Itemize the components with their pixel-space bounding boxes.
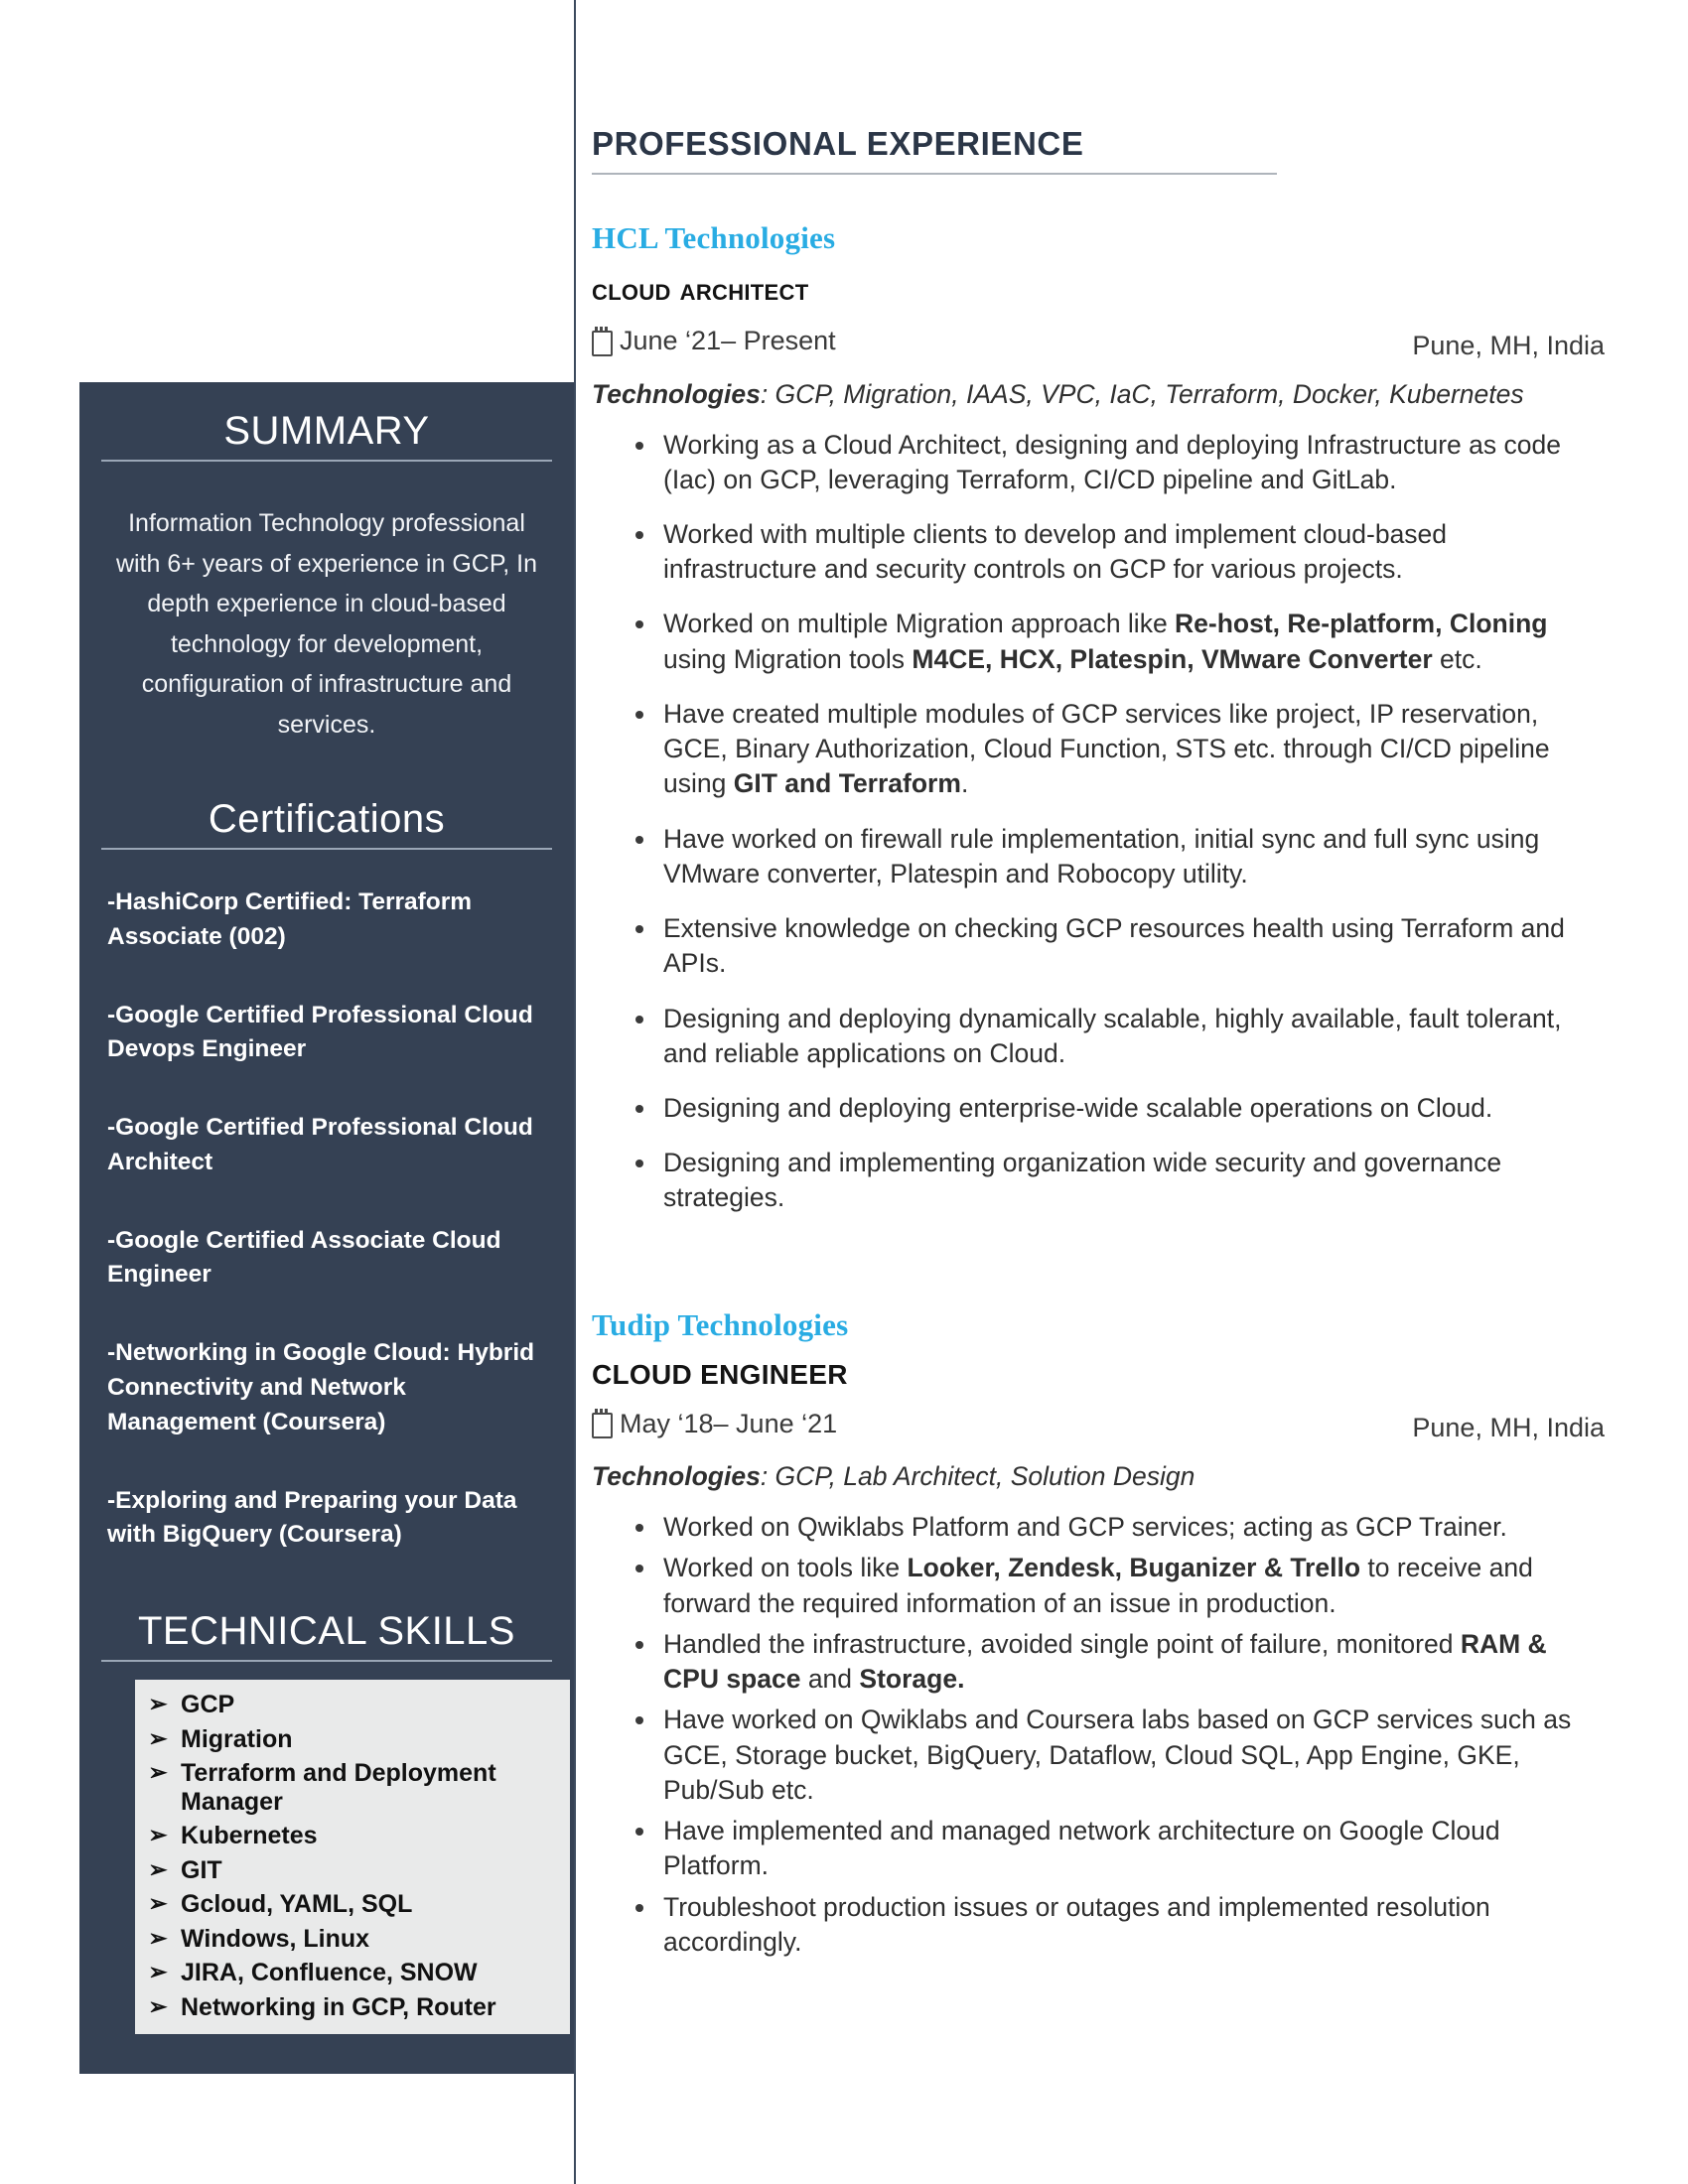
technologies-label: Technologies bbox=[592, 378, 761, 409]
skill-item bbox=[135, 1756, 570, 1819]
technical-skills-section-header bbox=[79, 1553, 574, 1662]
section-title-rule bbox=[592, 173, 1277, 175]
skill-label: Networking in GCP, Router bbox=[181, 1992, 496, 2021]
technologies-value: : GCP, Migration, IAAS, VPC, IaC, Terraform, Docker, Kubernetes bbox=[760, 378, 1524, 409]
job-location: Pune, MH, India bbox=[1412, 1413, 1605, 1443]
skill-label: GIT bbox=[181, 1855, 222, 1884]
job-date: June ‘21– Present bbox=[620, 326, 836, 355]
summary-text: Information Technology professional with 6+ years of experience in GCP, In depth experience in cloud-based technology for development, configuration of infrastructure and services. bbox=[115, 509, 538, 739]
page-title: PROFESSIONAL EXPERIENCE bbox=[592, 125, 1084, 162]
responsibility-item: Worked with multiple clients to develop and implement cloud-based infrastructure and security controls on GCP for various projects. bbox=[632, 517, 1605, 587]
responsibility-item: Have implemented and managed network architecture on Google Cloud Platform. bbox=[632, 1814, 1605, 1883]
arrow-bullet-icon: ➢ bbox=[148, 1724, 168, 1751]
skill-label: GCP bbox=[181, 1691, 235, 1719]
company-name: Tudip Technologies bbox=[592, 1306, 849, 1342]
certifications-section-header bbox=[79, 745, 574, 850]
job-date-group bbox=[592, 1409, 837, 1439]
technical-skills-heading-rule bbox=[101, 1660, 552, 1662]
arrow-bullet-icon: ➢ bbox=[148, 1759, 168, 1786]
responsibility-item: Have worked on Qwiklabs and Coursera labs based on GCP services such as GCE, Storage bucket, BigQuery, Dataflow, Cloud SQL, App Engine, GKE, Pub/Sub etc. bbox=[632, 1703, 1605, 1808]
calendar-icon bbox=[592, 331, 613, 356]
technologies-value: : GCP, Lab Architect, Solution Design bbox=[760, 1461, 1196, 1492]
skill-label: Migration bbox=[181, 1724, 293, 1753]
job-title: CLOUD ENGINEER bbox=[592, 1358, 848, 1390]
job-title: cloud architect bbox=[592, 272, 809, 307]
skill-item bbox=[135, 1887, 570, 1922]
responsibility-item: Designing and implementing organization wide security and governance strategies. bbox=[632, 1146, 1605, 1215]
responsibility-item: Troubleshoot production issues or outages and implemented resolution accordingly. bbox=[632, 1890, 1605, 1960]
skill-item bbox=[135, 1722, 570, 1757]
arrow-bullet-icon: ➢ bbox=[148, 1992, 168, 2019]
certification-item: -Exploring and Preparing your Data with BigQuery (Coursera) bbox=[107, 1486, 517, 1549]
arrow-bullet-icon: ➢ bbox=[148, 1924, 168, 1951]
responsibility-list bbox=[592, 428, 1605, 1216]
certification-item: -HashiCorp Certified: Terraform Associate (002) bbox=[107, 888, 473, 950]
job-location: Pune, MH, India bbox=[1412, 330, 1605, 360]
certifications-list bbox=[79, 850, 574, 1553]
certification-item: -Google Certified Professional Cloud Architect bbox=[107, 1114, 533, 1175]
skill-item bbox=[135, 1990, 570, 2025]
arrow-bullet-icon: ➢ bbox=[148, 1959, 168, 1985]
job-date: May ‘18– June ‘21 bbox=[620, 1408, 838, 1438]
arrow-bullet-icon: ➢ bbox=[148, 1855, 168, 1882]
certification-item: -Google Certified Professional Cloud Devops Engineer bbox=[107, 1001, 533, 1063]
arrow-bullet-icon: ➢ bbox=[148, 1890, 168, 1917]
skill-label: JIRA, Confluence, SNOW bbox=[181, 1959, 478, 1987]
job-date-group bbox=[592, 326, 836, 356]
responsibility-item: Have created multiple modules of GCP services like project, IP reservation, GCE, Binary Authorization, Cloud Function, STS etc. through CI/CD pipeline using GIT and Terraform. bbox=[632, 697, 1605, 802]
certification-item: -Networking in Google Cloud: Hybrid Connectivity and Network Management (Coursera) bbox=[107, 1339, 535, 1435]
skill-item bbox=[135, 1819, 570, 1853]
summary-heading: SUMMARY bbox=[223, 409, 430, 453]
experience-entry-tudip bbox=[592, 1307, 1605, 1960]
column-divider bbox=[574, 0, 576, 2184]
summary-section-header bbox=[79, 382, 574, 462]
technologies-line bbox=[592, 1461, 1605, 1492]
job-meta-row bbox=[592, 1409, 1605, 1444]
skill-item bbox=[135, 1922, 570, 1957]
skill-label: Kubernetes bbox=[181, 1822, 318, 1850]
responsibility-item: Working as a Cloud Architect, designing and deploying Infrastructure as code (Iac) on GCP, leveraging Terraform, CI/CD pipeline and GitLab. bbox=[632, 428, 1605, 497]
skill-label: Terraform and Deployment Manager bbox=[181, 1759, 496, 1816]
certification-item: -Google Certified Associate Cloud Engineer bbox=[107, 1226, 501, 1289]
skill-item bbox=[135, 1688, 570, 1722]
skill-item bbox=[135, 1853, 570, 1888]
skill-label: Windows, Linux bbox=[181, 1924, 370, 1953]
skill-label: Gcloud, YAML, SQL bbox=[181, 1890, 413, 1919]
responsibility-item: Designing and deploying dynamically scalable, highly available, fault tolerant, and reliable applications on Cloud. bbox=[632, 1002, 1605, 1071]
responsibility-item: Worked on tools like Looker, Zendesk, Buganizer & Trello to receive and forward the required information of an issue in production. bbox=[632, 1551, 1605, 1620]
sidebar bbox=[79, 382, 574, 2074]
technical-skills-list bbox=[135, 1680, 570, 2034]
main-content bbox=[592, 0, 1644, 2184]
responsibility-item: Worked on Qwiklabs Platform and GCP services; acting as GCP Trainer. bbox=[632, 1510, 1605, 1545]
arrow-bullet-icon: ➢ bbox=[148, 1822, 168, 1848]
skill-item bbox=[135, 1956, 570, 1990]
responsibility-list bbox=[592, 1510, 1605, 1960]
responsibility-item: Worked on multiple Migration approach like Re-host, Re-platform, Cloning using Migration tools M4CE, HCX, Platespin, VMware Converter etc. bbox=[632, 607, 1605, 676]
experience-entry-hcl bbox=[592, 220, 1605, 1216]
job-meta-row bbox=[592, 326, 1605, 361]
company-name: HCL Technologies bbox=[592, 220, 836, 255]
responsibility-item: Designing and deploying enterprise-wide scalable operations on Cloud. bbox=[632, 1091, 1605, 1126]
responsibility-item: Have worked on firewall rule implementation, initial sync and full sync using VMware converter, Platespin and Robocopy utility. bbox=[632, 822, 1605, 891]
technical-skills-heading: TECHNICAL SKILLS bbox=[138, 1609, 515, 1654]
arrow-bullet-icon: ➢ bbox=[148, 1691, 168, 1717]
certifications-heading: Certifications bbox=[208, 797, 446, 841]
technologies-label: Technologies bbox=[592, 1461, 761, 1492]
responsibility-item: Extensive knowledge on checking GCP resources health using Terraform and APIs. bbox=[632, 911, 1605, 981]
technologies-line bbox=[592, 379, 1605, 410]
responsibility-item: Handled the infrastructure, avoided single point of failure, monitored RAM & CPU space and Storage. bbox=[632, 1627, 1605, 1697]
calendar-icon bbox=[592, 1413, 613, 1438]
